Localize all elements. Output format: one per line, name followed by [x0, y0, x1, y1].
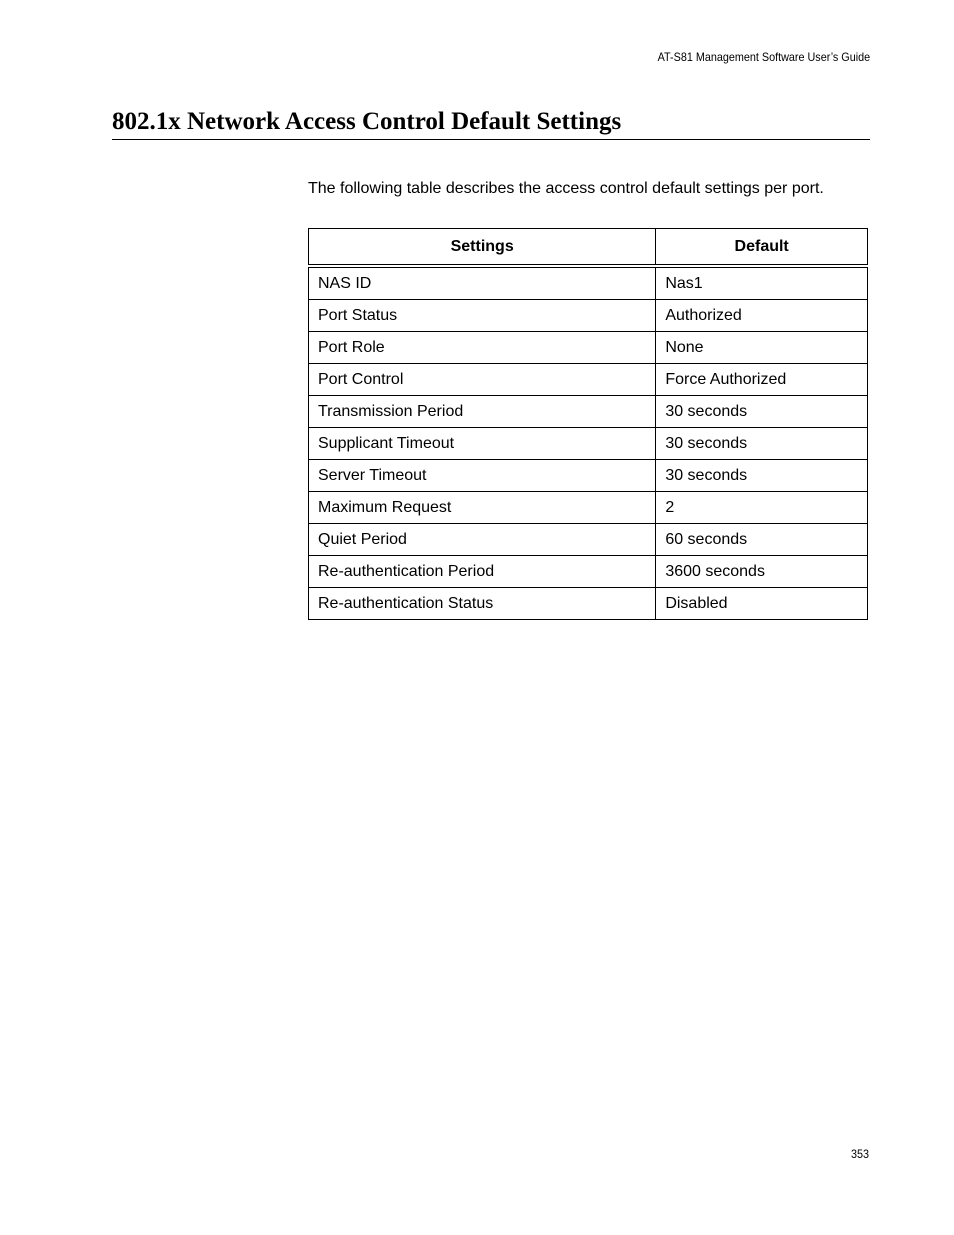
setting-name-cell: Re-authentication Period: [309, 556, 656, 588]
table-row: [309, 428, 868, 460]
table-row: [309, 588, 868, 620]
default-value-cell: 2: [656, 492, 868, 524]
default-settings-table: [308, 228, 868, 620]
table-row: [309, 396, 868, 428]
default-value-cell: Nas1: [656, 266, 868, 300]
table-row: [309, 524, 868, 556]
default-value-cell: None: [656, 332, 868, 364]
default-value-cell: Force Authorized: [656, 364, 868, 396]
setting-name-cell: Server Timeout: [309, 460, 656, 492]
setting-name-cell: Quiet Period: [309, 524, 656, 556]
table-body: [309, 266, 868, 620]
default-value-cell: Disabled: [656, 588, 868, 620]
table-header-row: [309, 229, 868, 267]
page-number: 353: [850, 1147, 869, 1161]
setting-name-cell: NAS ID: [309, 266, 656, 300]
default-value-cell: 30 seconds: [656, 460, 868, 492]
table-row: [309, 492, 868, 524]
running-header: AT-S81 Management Software User’s Guide: [657, 50, 870, 64]
default-value-cell: 30 seconds: [656, 428, 868, 460]
column-header-settings: Settings: [309, 229, 656, 267]
table-row: [309, 266, 868, 300]
table-row: [309, 364, 868, 396]
setting-name-cell: Maximum Request: [309, 492, 656, 524]
table-row: [309, 332, 868, 364]
table-row: [309, 300, 868, 332]
intro-paragraph: The following table describes the access control default settings per port.: [308, 180, 824, 197]
default-value-cell: Authorized: [656, 300, 868, 332]
setting-name-cell: Port Status: [309, 300, 656, 332]
section-title: 802.1x Network Access Control Default Settings: [112, 106, 870, 140]
setting-name-cell: Port Control: [309, 364, 656, 396]
setting-name-cell: Transmission Period: [309, 396, 656, 428]
setting-name-cell: Supplicant Timeout: [309, 428, 656, 460]
table-row: [309, 556, 868, 588]
default-value-cell: 3600 seconds: [656, 556, 868, 588]
default-value-cell: 60 seconds: [656, 524, 868, 556]
table-row: [309, 460, 868, 492]
setting-name-cell: Re-authentication Status: [309, 588, 656, 620]
default-value-cell: 30 seconds: [656, 396, 868, 428]
column-header-default: Default: [656, 229, 868, 267]
setting-name-cell: Port Role: [309, 332, 656, 364]
